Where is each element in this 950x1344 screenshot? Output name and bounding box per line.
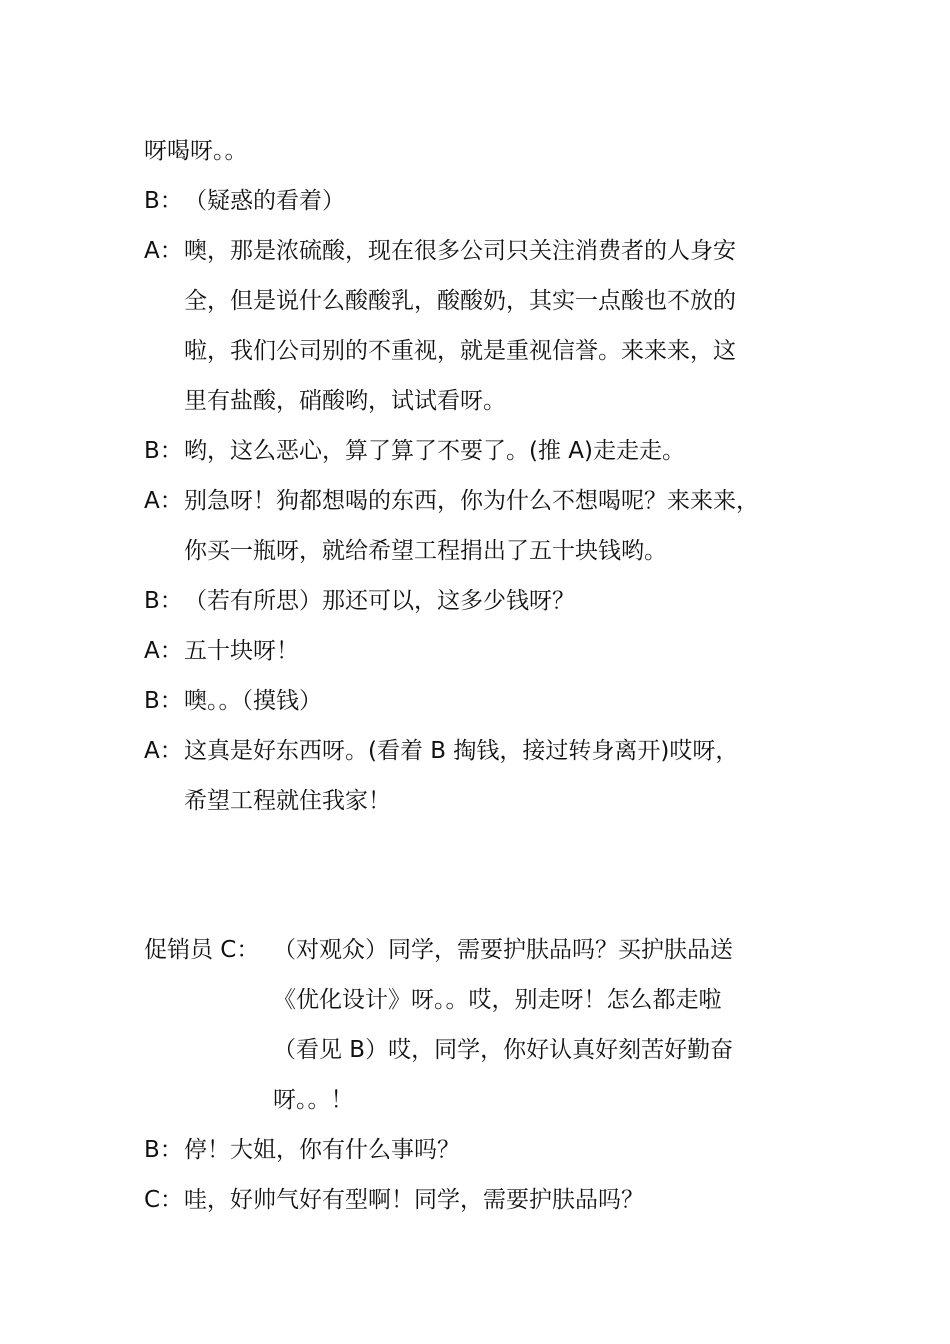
- script-line: [273, 1085, 354, 1115]
- speaker-label: A：: [144, 488, 183, 514]
- dialogue-text: 这真是好东西呀。(看着 B 掏钱，接过转身离开)哎呀，: [184, 738, 739, 764]
- dialogue-text: 希望工程就住我家！: [184, 788, 391, 814]
- dialogue-text: 噢，那是浓硫酸，现在很多公司只关注消费者的人身安: [184, 238, 736, 264]
- script-line: [184, 336, 736, 366]
- script-line: [184, 786, 391, 816]
- script-line: [184, 386, 506, 416]
- dialogue-text: 你买一瓶呀，就给希望工程捐出了五十块钱哟。: [184, 538, 667, 564]
- script-line: [184, 536, 667, 566]
- dialogue-text: 五十块呀！: [184, 638, 299, 664]
- dialogue-text: 别急呀！狗都想喝的东西，你为什么不想喝呢？来来来，: [184, 488, 759, 514]
- dialogue-text: （若有所思）那还可以，这多少钱呀？: [184, 588, 575, 614]
- dialogue-text: 里有盐酸，硝酸哟，试试看呀。: [184, 388, 506, 414]
- speaker-label: B：: [144, 588, 183, 614]
- script-line: [144, 136, 248, 166]
- speaker-label: A：: [144, 738, 183, 764]
- speaker-label: 促销员 C：: [144, 937, 260, 963]
- script-line: [184, 286, 736, 316]
- dialogue-text: 哇，好帅气好有型啊！同学，需要护肤品吗？: [184, 1187, 644, 1213]
- script-line: [144, 586, 575, 616]
- script-line: [144, 686, 322, 716]
- dialogue-text: （看见 B）哎，同学，你好认真好刻苦好勤奋: [273, 1037, 734, 1063]
- speaker-label: A：: [144, 638, 183, 664]
- script-line: [144, 935, 733, 965]
- dialogue-text: 啦，我们公司别的不重视，就是重视信誉。来来来，这: [184, 338, 736, 364]
- dialogue-text: 呀。。！: [273, 1087, 354, 1113]
- speaker-label: B：: [144, 688, 183, 714]
- script-line: [273, 1035, 733, 1065]
- script-line: [273, 985, 722, 1015]
- dialogue-text: 《优化设计》呀。。哎，别走呀！怎么都走啦: [273, 987, 722, 1013]
- speaker-label: B：: [144, 1137, 183, 1163]
- dialogue-text: 停！大姐，你有什么事吗？: [184, 1137, 460, 1163]
- script-line: [144, 1135, 460, 1165]
- script-line: [144, 736, 738, 766]
- dialogue-text: （疑惑的看着）: [184, 188, 345, 214]
- dialogue-text: 呀喝呀。。: [144, 138, 248, 164]
- speaker-label: A：: [144, 238, 183, 264]
- dialogue-text: （对观众）同学，需要护肤品吗？买护肤品送: [273, 937, 733, 963]
- script-line: [144, 186, 345, 216]
- speaker-label: C：: [144, 1187, 184, 1213]
- dialogue-text: 全，但是说什么酸酸乳，酸酸奶，其实一点酸也不放的: [184, 288, 736, 314]
- script-line: [144, 1185, 644, 1215]
- dialogue-text: 噢。。（摸钱）: [184, 688, 322, 714]
- speaker-label: B：: [144, 188, 183, 214]
- script-line: [144, 436, 685, 466]
- script-line: [144, 486, 759, 516]
- script-line: [144, 636, 299, 666]
- dialogue-text: 哟，这么恶心，算了算了不要了。(推 A)走走走。: [184, 438, 685, 464]
- speaker-label: B：: [144, 438, 183, 464]
- script-line: [144, 236, 736, 266]
